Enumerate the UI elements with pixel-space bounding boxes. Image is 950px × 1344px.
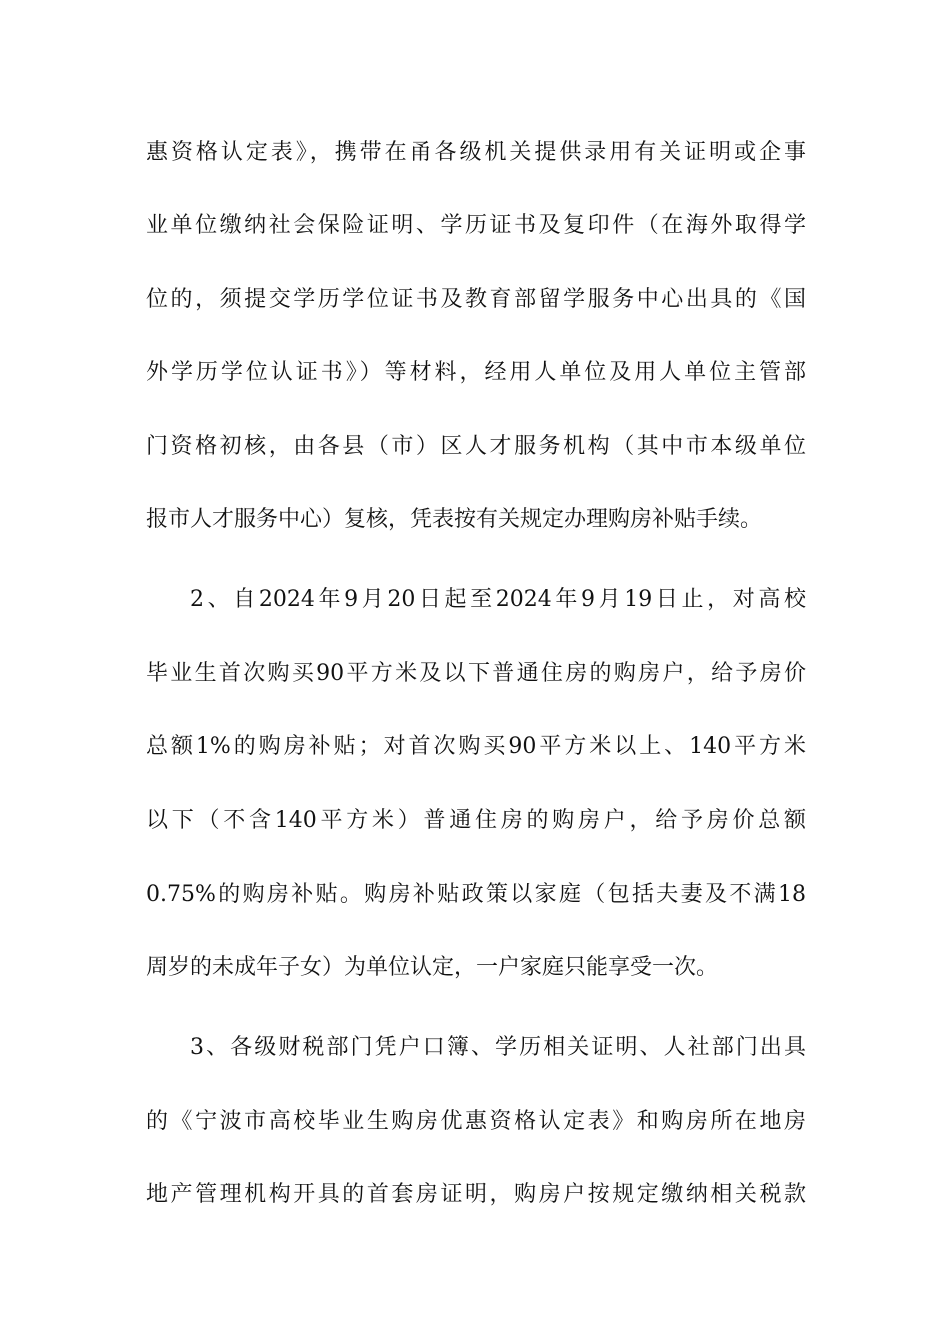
paragraph-2-line-5: 0.75%的购房补贴。购房补贴政策以家庭（包括夫妻及不满18 [146, 882, 806, 907]
paragraph-2-line-1: 2、自2024年9月20日起至2024年9月19日止，对高校 [190, 587, 806, 612]
paragraph-3-line-1: 3、各级财税部门凭户口簿、学历相关证明、人社部门出具 [190, 1035, 806, 1060]
text-line-1: 惠资格认定表》，携带在甬各级机关提供录用有关证明或企事 [146, 140, 806, 165]
paragraph-3-line-3: 地产管理机构开具的首套房证明，购房户按规定缴纳相关税款 [146, 1182, 806, 1207]
text-line-2: 业单位缴纳社会保险证明、学历证书及复印件（在海外取得学 [146, 213, 806, 238]
paragraph-2-line-4: 以下（不含140平方米）普通住房的购房户，给予房价总额 [146, 808, 806, 833]
text-line-4: 外学历学位认证书》）等材料，经用人单位及用人单位主管部 [146, 360, 806, 385]
paragraph-2-line-2: 毕业生首次购买90平方米及以下普通住房的购房户，给予房价 [146, 661, 806, 686]
paragraph-2-line-6: 周岁的未成年子女）为单位认定，一户家庭只能享受一次。 [146, 955, 719, 980]
text-line-3: 位的，须提交学历学位证书及教育部留学服务中心出具的《国 [146, 287, 806, 312]
paragraph-2-line-3: 总额1%的购房补贴；对首次购买90平方米以上、140平方米 [146, 734, 806, 759]
paragraph-3-line-2: 的《宁波市高校毕业生购房优惠资格认定表》和购房所在地房 [146, 1109, 806, 1134]
text-line-6: 报市人才服务中心）复核，凭表按有关规定办理购房补贴手续。 [146, 507, 763, 532]
text-line-5: 门资格初核，由各县（市）区人才服务机构（其中市本级单位 [146, 434, 806, 459]
